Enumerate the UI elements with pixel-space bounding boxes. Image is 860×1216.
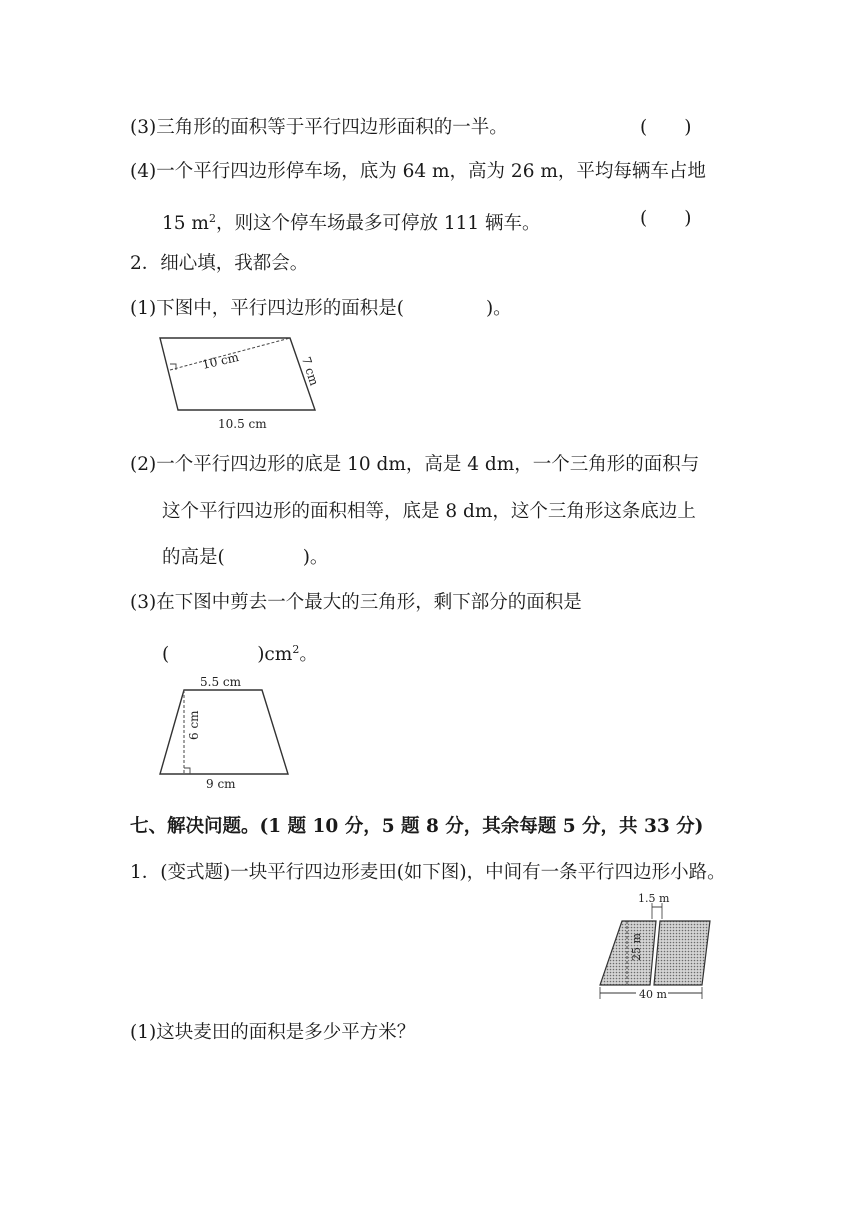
fig1-side-label: 7 cm xyxy=(298,354,322,388)
fig2-top-label: 5.5 cm xyxy=(200,675,241,689)
question-3-text: (3)三角形的面积等于平行四边形面积的一半。 xyxy=(130,117,508,138)
question-4-line1: (4)一个平行四边形停车场，底为 64 m，高为 26 m，平均每辆车占地 xyxy=(130,161,706,182)
answer-bracket-4[interactable]: ( ) xyxy=(640,208,692,229)
problem-1-text: 1．(变式题)一块平行四边形麦田(如下图)，中间有一条平行四边形小路。 xyxy=(130,862,726,883)
fill-2-line1: (2)一个平行四边形的底是 10 dm，高是 4 dm，一个三角形的面积与 xyxy=(130,454,700,475)
fig3-base-label: 40 m xyxy=(639,988,667,1001)
fig2-height-label: 6 cm xyxy=(187,710,201,740)
fill-3-line2: ( )$cm^2$。 xyxy=(162,643,318,666)
parallelogram-figure xyxy=(150,330,320,440)
fill-1-text: (1)下图中，平行四边形的面积是( )。 xyxy=(130,298,512,319)
section-2-title: 2．细心填，我都会。 xyxy=(130,253,309,274)
fig3-road-label: 1.5 m xyxy=(638,892,670,905)
fig2-bottom-label: 9 cm xyxy=(206,777,236,791)
fill-3-line1: (3)在下图中剪去一个最大的三角形，剩下部分的面积是 xyxy=(130,592,582,613)
question-4-line2: 15 $m^2$，则这个停车场最多可停放 111 辆车。 xyxy=(162,212,541,235)
problem-1-sub-1: (1)这块麦田的面积是多少平方米？ xyxy=(130,1022,416,1043)
wheat-field-figure xyxy=(594,893,714,1005)
fig1-base-label: 10.5 cm xyxy=(218,417,267,431)
trapezoid-figure xyxy=(150,672,300,797)
section-7-title: 七、解决问题。(1 题 10 分，5 题 8 分，其余每题 5 分，共 33 分) xyxy=(130,816,704,837)
fill-2-line3: 的高是( )。 xyxy=(162,547,329,568)
fig3-height-label: 25 m xyxy=(630,933,643,961)
fig1-diag-label: 10 cm xyxy=(200,349,241,372)
answer-bracket-3[interactable]: ( ) xyxy=(640,117,692,138)
fill-2-line2: 这个平行四边形的面积相等，底是 8 dm，这个三角形这条底边上 xyxy=(162,501,696,522)
